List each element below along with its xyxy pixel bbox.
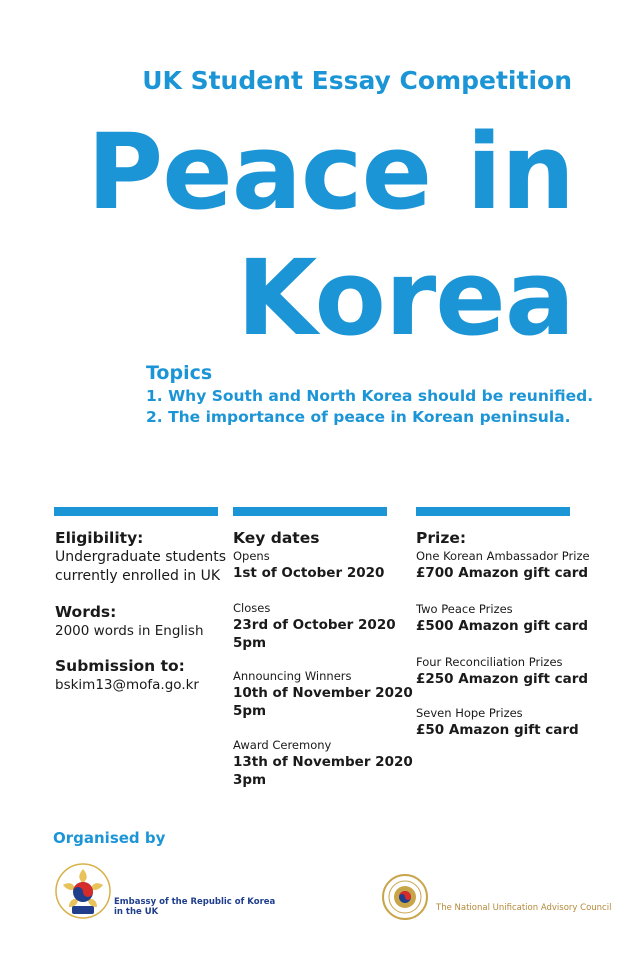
date-value: 23rd of October 2020 <box>233 617 396 633</box>
embassy-emblem-icon <box>55 863 111 919</box>
date-label: Closes <box>233 601 271 615</box>
date-entry-opens <box>233 548 413 582</box>
embassy-name-line-1: Embassy of the Republic of Korea <box>114 897 276 907</box>
organised-by-label: Organised by <box>53 829 166 847</box>
prize-value: £500 Amazon gift card <box>416 618 589 634</box>
topic-item-1: 1. Why South and North Korea should be reunified. <box>146 387 594 405</box>
prize-value: £50 Amazon gift card <box>416 722 579 738</box>
competition-subtitle: UK Student Essay Competition <box>142 66 572 95</box>
headline-line-2: Korea <box>236 237 574 359</box>
topics-title: Topics <box>146 362 213 384</box>
prize-entry <box>416 705 616 739</box>
council-emblem-icon <box>382 874 428 920</box>
date-entry-closes <box>233 600 413 652</box>
date-label: Announcing Winners <box>233 669 352 683</box>
council-name: The National Unification Advisory Council <box>436 903 612 913</box>
date-entry-announcing <box>233 668 413 720</box>
words-text: 2000 words in English <box>55 623 204 639</box>
eligibility-line-2: currently enrolled in UK <box>55 568 220 584</box>
embassy-name-line-2: in the UK <box>114 907 159 917</box>
key-dates-column <box>233 528 413 789</box>
prize-value: £700 Amazon gift card <box>416 565 589 581</box>
prize-label: Seven Hope Prizes <box>416 706 523 720</box>
date-time: 5pm <box>233 703 267 719</box>
topic-item-2: 2. The importance of peace in Korean peninsula. <box>146 408 571 426</box>
date-time: 5pm <box>233 635 267 651</box>
divider-bar-prize <box>416 507 570 516</box>
submission-heading: Submission to: <box>55 657 185 675</box>
info-column <box>55 528 230 694</box>
date-label: Award Ceremony <box>233 738 332 752</box>
date-value: 10th of November 2020 <box>233 685 413 701</box>
divider-bar-eligibility <box>54 507 218 516</box>
key-dates-heading: Key dates <box>233 529 320 547</box>
topics-section <box>146 362 593 428</box>
eligibility-line-1: Undergraduate students <box>55 549 227 565</box>
words-heading: Words: <box>55 603 117 621</box>
prize-column <box>416 528 616 739</box>
eligibility-heading: Eligibility: <box>55 529 144 547</box>
prize-entry <box>416 654 616 688</box>
date-value: 13th of November 2020 <box>233 754 413 770</box>
embassy-name <box>114 897 275 917</box>
date-value: 1st of October 2020 <box>233 565 385 581</box>
date-entry-ceremony <box>233 737 413 789</box>
divider-bar-dates <box>233 507 387 516</box>
prize-label: One Korean Ambassador Prize <box>416 549 590 563</box>
submission-email[interactable]: bskim13@mofa.go.kr <box>55 677 199 693</box>
prize-entry <box>416 548 616 582</box>
prize-label: Four Reconciliation Prizes <box>416 655 563 669</box>
headline-line-1: Peace in <box>86 111 574 233</box>
prize-label: Two Peace Prizes <box>416 602 513 616</box>
date-time: 3pm <box>233 772 267 788</box>
date-label: Opens <box>233 549 270 563</box>
prize-heading: Prize: <box>416 529 467 547</box>
prize-entry <box>416 601 616 635</box>
prize-value: £250 Amazon gift card <box>416 671 589 687</box>
